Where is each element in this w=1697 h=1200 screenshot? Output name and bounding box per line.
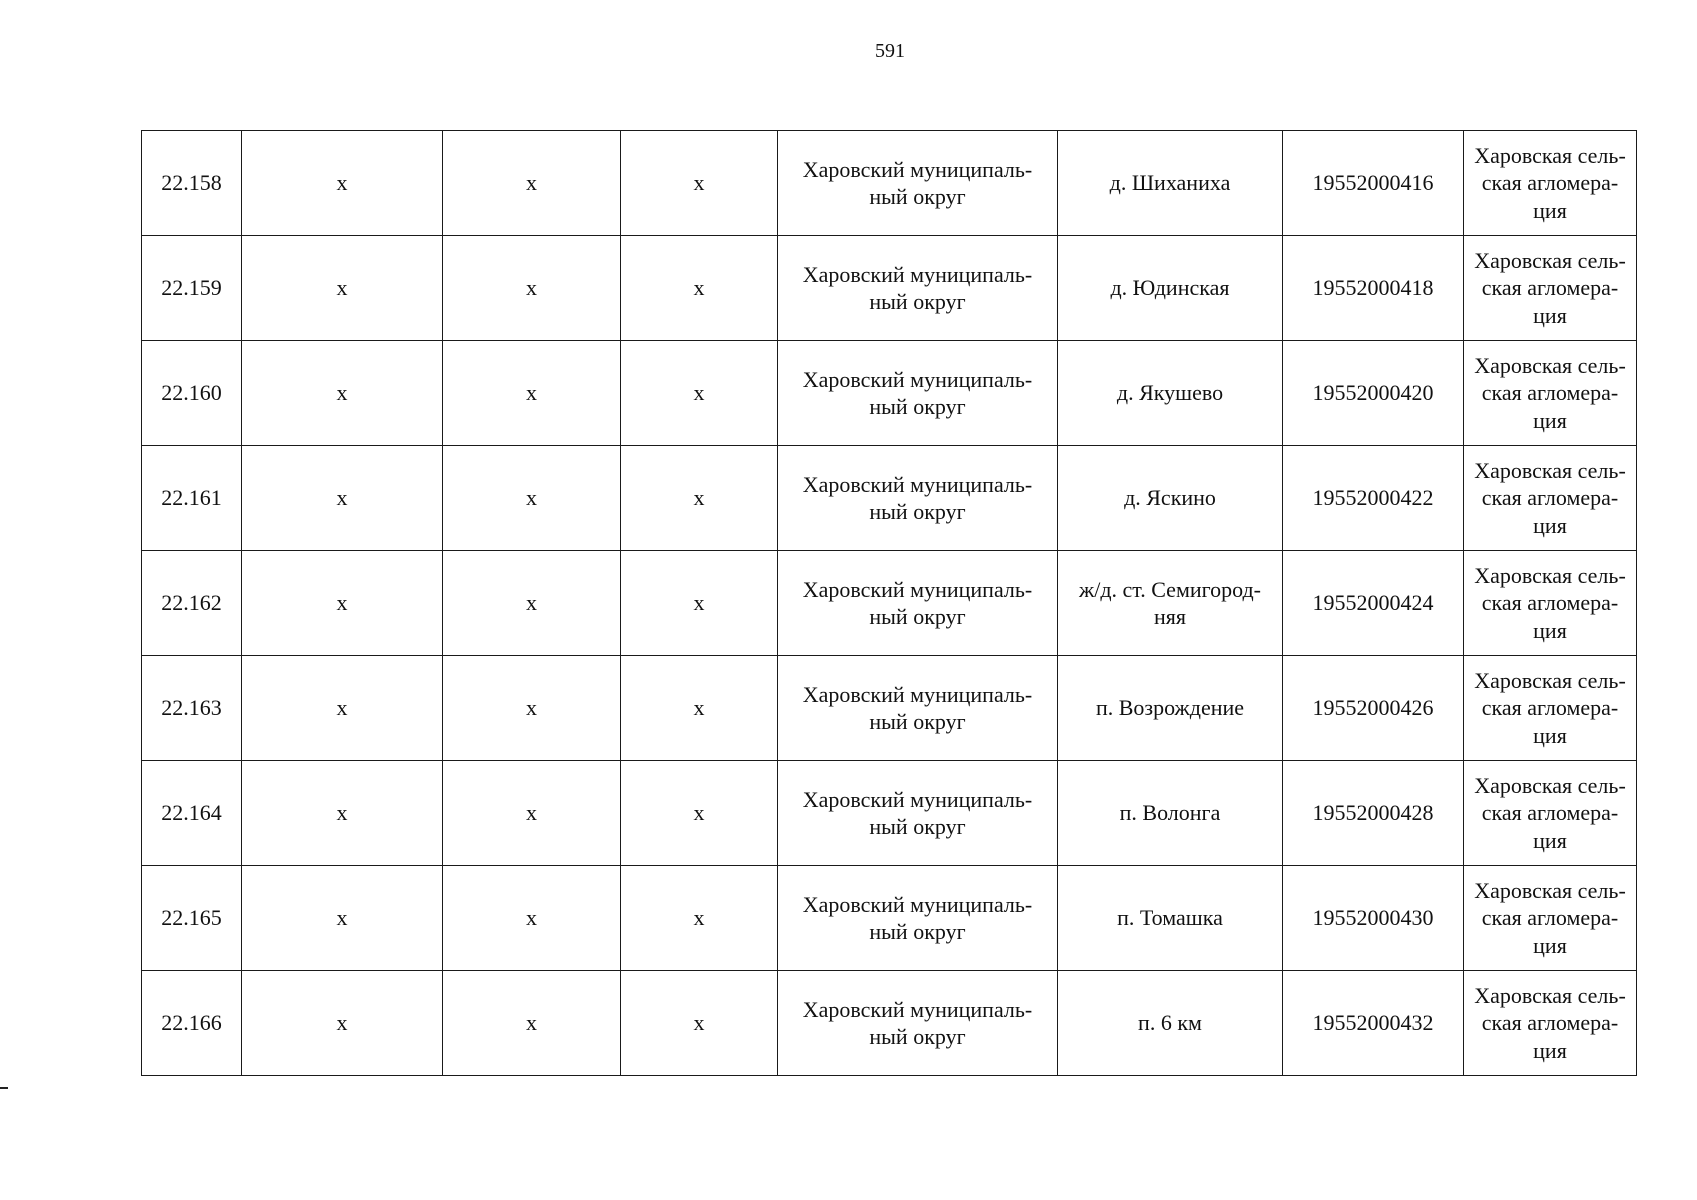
district-cell: Харовский муниципаль-ный округ bbox=[778, 446, 1058, 551]
oktmo-code-cell: 19552000422 bbox=[1283, 446, 1464, 551]
mark-cell: х bbox=[443, 866, 621, 971]
mark-cell: х bbox=[621, 971, 778, 1076]
mark-cell: х bbox=[242, 656, 443, 761]
mark-cell: х bbox=[621, 866, 778, 971]
row-number-cell: 22.160 bbox=[142, 341, 242, 446]
settlement-cell: д. Юдинская bbox=[1058, 236, 1283, 341]
mark-cell: х bbox=[242, 236, 443, 341]
settlement-cell: д. Якушево bbox=[1058, 341, 1283, 446]
mark-cell: х bbox=[242, 971, 443, 1076]
mark-cell: х bbox=[621, 656, 778, 761]
district-cell: Харовский муниципаль-ный округ bbox=[778, 551, 1058, 656]
agglomeration-cell: Харовская сель-ская агломера-ция bbox=[1464, 236, 1637, 341]
agglomeration-cell: Харовская сель-ская агломера-ция bbox=[1464, 446, 1637, 551]
mark-cell: х bbox=[443, 656, 621, 761]
district-cell: Харовский муниципаль-ный округ bbox=[778, 971, 1058, 1076]
table-row bbox=[142, 446, 1637, 551]
settlement-cell: д. Яскино bbox=[1058, 446, 1283, 551]
row-number-cell: 22.165 bbox=[142, 866, 242, 971]
mark-cell: х bbox=[443, 551, 621, 656]
agglomeration-cell: Харовская сель-ская агломера-ция bbox=[1464, 341, 1637, 446]
agglomeration-cell: Харовская сель-ская агломера-ция bbox=[1464, 866, 1637, 971]
row-number-cell: 22.163 bbox=[142, 656, 242, 761]
table-row bbox=[142, 971, 1637, 1076]
table-row bbox=[142, 866, 1637, 971]
table-row bbox=[142, 761, 1637, 866]
settlement-cell: д. Шиханиха bbox=[1058, 131, 1283, 236]
mark-cell: х bbox=[443, 236, 621, 341]
settlement-cell: п. Волонга bbox=[1058, 761, 1283, 866]
mark-cell: х bbox=[621, 761, 778, 866]
table-row bbox=[142, 551, 1637, 656]
mark-cell: х bbox=[242, 866, 443, 971]
table-row bbox=[142, 341, 1637, 446]
row-number-cell: 22.166 bbox=[142, 971, 242, 1076]
mark-cell: х bbox=[443, 446, 621, 551]
settlements-table bbox=[141, 130, 1637, 1076]
settlement-cell: п. 6 км bbox=[1058, 971, 1283, 1076]
agglomeration-cell: Харовская сель-ская агломера-ция bbox=[1464, 761, 1637, 866]
mark-cell: х bbox=[621, 341, 778, 446]
oktmo-code-cell: 19552000426 bbox=[1283, 656, 1464, 761]
mark-cell: х bbox=[621, 131, 778, 236]
row-number-cell: 22.161 bbox=[142, 446, 242, 551]
mark-cell: х bbox=[242, 341, 443, 446]
row-number-cell: 22.158 bbox=[142, 131, 242, 236]
mark-cell: х bbox=[621, 236, 778, 341]
mark-cell: х bbox=[621, 446, 778, 551]
row-number-cell: 22.164 bbox=[142, 761, 242, 866]
district-cell: Харовский муниципаль-ный округ bbox=[778, 131, 1058, 236]
margin-mark bbox=[0, 1087, 8, 1089]
oktmo-code-cell: 19552000416 bbox=[1283, 131, 1464, 236]
settlement-cell: п. Возрождение bbox=[1058, 656, 1283, 761]
mark-cell: х bbox=[242, 551, 443, 656]
settlement-cell: п. Томашка bbox=[1058, 866, 1283, 971]
agglomeration-cell: Харовская сель-ская агломера-ция bbox=[1464, 131, 1637, 236]
mark-cell: х bbox=[242, 446, 443, 551]
mark-cell: х bbox=[443, 971, 621, 1076]
mark-cell: х bbox=[443, 341, 621, 446]
district-cell: Харовский муниципаль-ный округ bbox=[778, 341, 1058, 446]
table-row bbox=[142, 131, 1637, 236]
table-row bbox=[142, 236, 1637, 341]
row-number-cell: 22.159 bbox=[142, 236, 242, 341]
district-cell: Харовский муниципаль-ный округ bbox=[778, 761, 1058, 866]
agglomeration-cell: Харовская сель-ская агломера-ция bbox=[1464, 971, 1637, 1076]
mark-cell: х bbox=[242, 761, 443, 866]
agglomeration-cell: Харовская сель-ская агломера-ция bbox=[1464, 656, 1637, 761]
mark-cell: х bbox=[242, 131, 443, 236]
oktmo-code-cell: 19552000418 bbox=[1283, 236, 1464, 341]
district-cell: Харовский муниципаль-ный округ bbox=[778, 236, 1058, 341]
oktmo-code-cell: 19552000424 bbox=[1283, 551, 1464, 656]
table-body bbox=[142, 131, 1637, 1076]
oktmo-code-cell: 19552000420 bbox=[1283, 341, 1464, 446]
mark-cell: х bbox=[443, 131, 621, 236]
table-row bbox=[142, 656, 1637, 761]
settlement-cell: ж/д. ст. Семигород-няя bbox=[1058, 551, 1283, 656]
row-number-cell: 22.162 bbox=[142, 551, 242, 656]
page-number: 591 bbox=[875, 40, 905, 62]
mark-cell: х bbox=[621, 551, 778, 656]
oktmo-code-cell: 19552000428 bbox=[1283, 761, 1464, 866]
agglomeration-cell: Харовская сель-ская агломера-ция bbox=[1464, 551, 1637, 656]
oktmo-code-cell: 19552000430 bbox=[1283, 866, 1464, 971]
district-cell: Харовский муниципаль-ный округ bbox=[778, 866, 1058, 971]
mark-cell: х bbox=[443, 761, 621, 866]
district-cell: Харовский муниципаль-ный округ bbox=[778, 656, 1058, 761]
oktmo-code-cell: 19552000432 bbox=[1283, 971, 1464, 1076]
